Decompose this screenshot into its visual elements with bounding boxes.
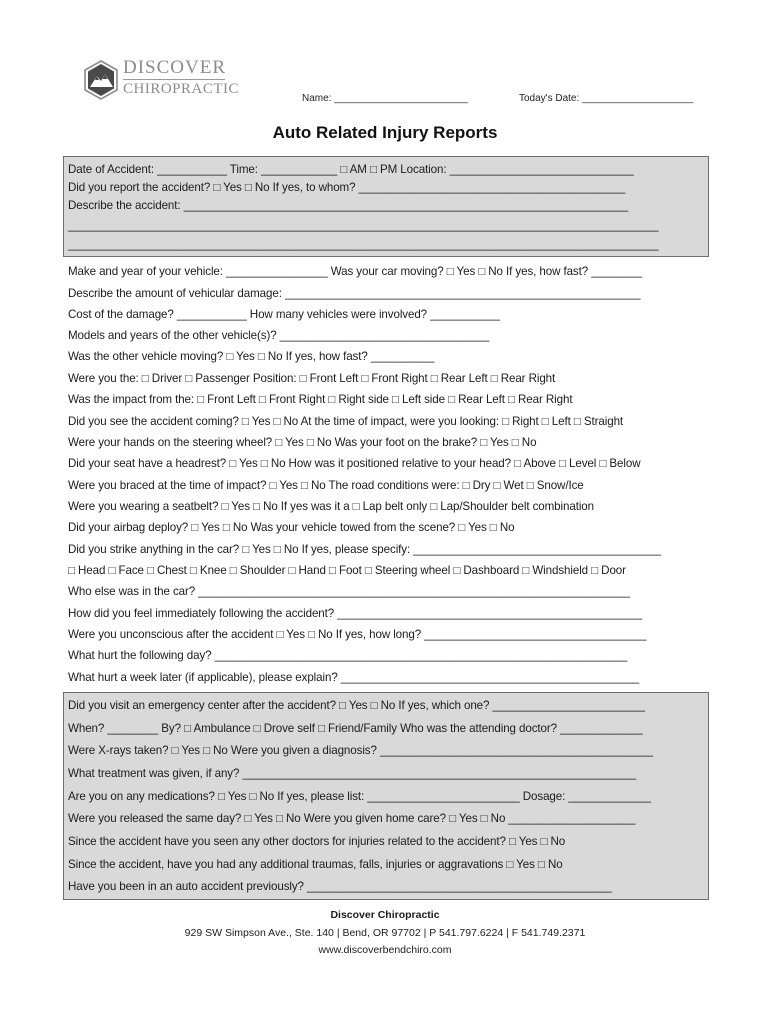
form-line[interactable]: Were you unconscious after the accident □ Yes □ No If yes, how long? ___________________________________ bbox=[68, 628, 647, 641]
form-line[interactable]: Date of Accident: ___________ Time: ____________ □ AM □ PM Location: _____________________________ bbox=[68, 163, 634, 176]
logo-divider bbox=[123, 79, 225, 80]
form-line[interactable]: Describe the amount of vehicular damage: ________________________________________________________ bbox=[68, 287, 641, 300]
form-line[interactable]: Were your hands on the steering wheel? □ Yes □ No Was your foot on the brake? □ Yes □ No bbox=[68, 436, 537, 449]
form-line[interactable]: Were you braced at the time of impact? □ Yes □ No The road conditions were: □ Dry □ Wet □ Snow/Ice bbox=[68, 479, 584, 492]
form-line[interactable]: Did you report the accident? □ Yes □ No If yes, to whom? __________________________________________ bbox=[68, 181, 626, 194]
form-line[interactable]: Did your seat have a headrest? □ Yes □ No How was it positioned relative to your head? □ Above □ Level □ Below bbox=[68, 457, 641, 470]
logo-text-discover: DISCOVER bbox=[123, 57, 227, 78]
mountain-hexagon-icon bbox=[84, 60, 118, 100]
form-line[interactable]: Was the other vehicle moving? □ Yes □ No If yes, how fast? __________ bbox=[68, 350, 435, 363]
form-line[interactable]: What hurt a week later (if applicable), please explain? _______________________________________________ bbox=[68, 671, 640, 684]
todays-date-field[interactable]: Today's Date: ____________________ bbox=[519, 93, 694, 104]
form-line[interactable]: How did you feel immediately following the accident? ________________________________________________ bbox=[68, 607, 642, 620]
form-line[interactable]: When? ________ By? □ Ambulance □ Drove self □ Friend/Family Who was the attending doctor? _____________ bbox=[68, 722, 643, 735]
form-line[interactable]: Are you on any medications? □ Yes □ No If yes, please list: ________________________ Dosage: _____________ bbox=[68, 790, 651, 803]
name-field[interactable]: Name: ________________________ bbox=[302, 93, 468, 104]
form-line[interactable]: What hurt the following day? _________________________________________________________________ bbox=[68, 649, 628, 662]
form-line[interactable]: Were you wearing a seatbelt? □ Yes □ No If yes was it a □ Lap belt only □ Lap/Shoulder belt combination bbox=[68, 500, 594, 513]
form-line[interactable]: Were you the: □ Driver □ Passenger Position: □ Front Left □ Front Right □ Rear Left □ Rear Right bbox=[68, 372, 556, 385]
form-line[interactable]: Since the accident, have you had any additional traumas, falls, injuries or aggravations □ Yes □ No bbox=[68, 858, 563, 871]
form-line[interactable]: Cost of the damage? ___________ How many vehicles were involved? ___________ bbox=[68, 308, 500, 321]
footer-website[interactable]: www.discoverbendchiro.com bbox=[318, 944, 452, 956]
form-line[interactable]: _____________________________________________________________________________________________ bbox=[68, 238, 659, 251]
form-line[interactable]: Were you released the same day? □ Yes □ No Were you given home care? □ Yes □ No ____________________ bbox=[68, 812, 636, 825]
form-line[interactable]: Describe the accident: ______________________________________________________________________ bbox=[68, 199, 628, 212]
form-line[interactable]: Did you strike anything in the car? □ Yes □ No If yes, please specify: _______________________________________ bbox=[68, 543, 661, 556]
footer-address: 929 SW Simpson Ave., Ste. 140 | Bend, OR 97702 | P 541.797.6224 | F 541.749.2371 bbox=[184, 927, 586, 939]
form-line[interactable]: Make and year of your vehicle: ________________ Was your car moving? □ Yes □ No If yes, how fast? ________ bbox=[68, 265, 643, 278]
form-line[interactable]: Were X-rays taken? □ Yes □ No Were you given a diagnosis? ___________________________________________ bbox=[68, 744, 653, 757]
clinic-logo bbox=[84, 57, 240, 102]
logo-text-chiropractic: CHIROPRACTIC bbox=[123, 81, 240, 97]
form-line[interactable]: □ Head □ Face □ Chest □ Knee □ Shoulder □ Hand □ Foot □ Steering wheel □ Dashboard □ Windshield □ Door bbox=[68, 564, 626, 577]
form-line[interactable]: _____________________________________________________________________________________________ bbox=[68, 219, 659, 232]
form-line[interactable]: What treatment was given, if any? ______________________________________________________________ bbox=[68, 767, 637, 780]
form-line[interactable]: Was the impact from the: □ Front Left □ Front Right □ Right side □ Left side □ Rear Left □ Rear Right bbox=[68, 393, 573, 406]
form-line[interactable]: Did your airbag deploy? □ Yes □ No Was your vehicle towed from the scene? □ Yes □ No bbox=[68, 521, 515, 534]
form-line[interactable]: Models and years of the other vehicle(s)? _________________________________ bbox=[68, 329, 490, 342]
form-line[interactable]: Did you visit an emergency center after the accident? □ Yes □ No If yes, which one? ________________________ bbox=[68, 699, 645, 712]
footer-clinic-name: Discover Chiropractic bbox=[330, 909, 440, 921]
page-title: Auto Related Injury Reports bbox=[272, 123, 498, 142]
form-line[interactable]: Since the accident have you seen any other doctors for injuries related to the accident? □ Yes □ No bbox=[68, 835, 566, 848]
form-line[interactable]: Have you been in an auto accident previously? ________________________________________________ bbox=[68, 880, 612, 893]
form-line[interactable]: Did you see the accident coming? □ Yes □ No At the time of impact, were you looking: □ Right □ Left □ Straight bbox=[68, 415, 624, 428]
form-line[interactable]: Who else was in the car? ____________________________________________________________________ bbox=[68, 585, 630, 598]
